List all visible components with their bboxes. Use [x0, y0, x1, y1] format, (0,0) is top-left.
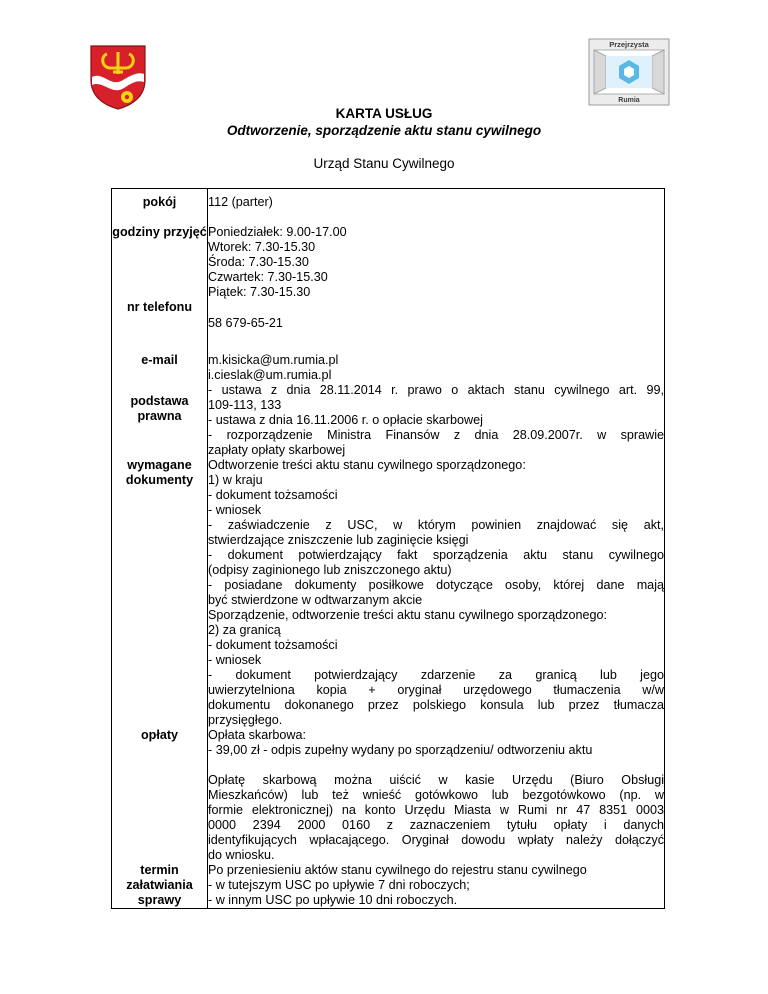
- documents-line: - wniosek: [208, 503, 262, 517]
- documents-line: stwierdzające zniszczenie lub zaginięcie księgi: [208, 533, 469, 547]
- room-label: pokój: [142, 195, 177, 209]
- deadline-line: - w innym USC po upływie 10 dni roboczych.: [208, 893, 458, 907]
- office-name: Urząd Stanu Cywilnego: [313, 156, 455, 171]
- fees-line: Opłatę skarbową można uiścić w kasie Urzędu (Biuro Obsługi: [208, 773, 664, 787]
- table-row: [112, 863, 665, 909]
- logo-bottom-text: Rumia: [618, 97, 640, 104]
- legal-line: - rozporządzenie Ministra Finansów z dnia 28.09.2007r. w sprawie: [208, 428, 664, 442]
- legal-line: zapłaty opłaty skarbowej: [208, 443, 346, 457]
- legal-label-1: podstawa: [130, 394, 189, 408]
- documents-line: - dokument tożsamości: [208, 488, 338, 502]
- page-title: KARTA USŁUG: [335, 106, 433, 121]
- logo-top-text: Przejrzysta: [609, 40, 649, 49]
- value-cell: [208, 331, 665, 458]
- documents-line: Sporządzenie, odtworzenie treści aktu stanu cywilnego sporządzonego:: [208, 608, 608, 622]
- documents-label-1: wymagane: [127, 458, 192, 472]
- przejrzysta-rumia-window-logo: [588, 38, 670, 106]
- fees-line: 0000 2394 2000 0160 z zaznaczeniem tytułu opłaty i danych: [208, 818, 664, 832]
- legal-line: 109-113, 133: [208, 398, 282, 412]
- documents-line: 2) za granicą: [208, 623, 281, 637]
- legal-line: - ustawa z dnia 28.11.2014 r. prawo o aktach stanu cywilnego art. 99,: [208, 383, 664, 397]
- fees-line: - 39,00 zł - odpis zupełny wydany po sporządzeniu/ odtworzeniu aktu: [208, 743, 593, 757]
- service-card-table: [111, 188, 665, 909]
- fees-line: formie elektronicznej) na konto Urzędu Miasta w Rumi nr 47 8351 0003: [208, 803, 664, 817]
- documents-line: - posiadane dokumenty posiłkowe dotyczące osoby, której dane mają: [208, 578, 664, 592]
- documents-line: dokumentu dokonanego przez polskiego konsula lub przez tłumacza: [208, 698, 664, 712]
- email-line: i.cieslak@um.rumia.pl: [208, 368, 332, 382]
- deadline-line: Po przeniesieniu aktów stanu cywilnego do rejestru stanu cywilnego: [208, 863, 587, 877]
- label-cell: [112, 458, 208, 728]
- fees-line: Mieszkańców) lub też wnieść gotówkowo lub bezgotówkowo (np. w: [208, 788, 664, 802]
- value-cell: [208, 863, 665, 909]
- phone-label: nr telefonu: [126, 300, 193, 314]
- label-cell: [112, 331, 208, 458]
- legal-label-2: prawna: [137, 409, 182, 423]
- fees-label: opłaty: [140, 728, 179, 742]
- documents-line: - wniosek: [208, 653, 262, 667]
- value-cell: [208, 189, 665, 332]
- documents-line: być stwierdzone w odtwarzanym akcie: [208, 593, 423, 607]
- email-line: m.kisicka@um.rumia.pl: [208, 353, 339, 367]
- email-label: e-mail: [141, 353, 178, 367]
- legal-line: - ustawa z dnia 16.11.2006 r. o opłacie skarbowej: [208, 413, 483, 427]
- fees-line: identyfikujących wpłacającego. Oryginał dowodu wpłaty należy dołączyć: [208, 833, 664, 847]
- documents-line: uwierzytelniona kopia + oryginał urzędowego tłumaczenia w/w: [208, 683, 664, 697]
- deadline-label-3: sprawy: [137, 893, 182, 907]
- hours-line: Czwartek: 7.30-15.30: [208, 270, 328, 284]
- documents-line: 1) w kraju: [208, 473, 263, 487]
- page-subtitle: Odtworzenie, sporządzenie aktu stanu cywilnego: [226, 123, 542, 138]
- documents-line: przysięgłego.: [208, 713, 283, 727]
- value-cell: [208, 458, 665, 728]
- fees-line: do wniosku.: [208, 848, 275, 862]
- value-cell: [208, 728, 665, 863]
- table-row: [112, 458, 665, 728]
- hours-label: godziny przyjęć: [112, 225, 207, 239]
- table-row: [112, 728, 665, 863]
- documents-line: - dokument tożsamości: [208, 638, 338, 652]
- label-cell: [112, 728, 208, 863]
- documents-line: - dokument potwierdzający fakt sporządzenia aktu stanu cywilnego: [208, 548, 664, 562]
- hours-line: Środa: 7.30-15.30: [208, 255, 309, 269]
- fees-line: Opłata skarbowa:: [208, 728, 307, 742]
- hours-line: Wtorek: 7.30-15.30: [208, 240, 316, 254]
- hours-line: Poniedziałek: 9.00-17.00: [208, 225, 347, 239]
- label-cell: [112, 189, 208, 332]
- rumia-coat-of-arms-logo: [89, 44, 147, 110]
- hours-line: Piątek: 7.30-15.30: [208, 285, 311, 299]
- deadline-line: - w tutejszym USC po upływie 7 dni roboczych;: [208, 878, 470, 892]
- documents-line: - dokument potwierdzający zdarzenie za granicą lub jego: [208, 668, 664, 682]
- deadline-label-2: załatwiania: [126, 878, 193, 892]
- deadline-label-1: termin: [140, 863, 179, 877]
- label-cell: [112, 863, 208, 909]
- table-row: [112, 331, 665, 458]
- documents-line: - zaświadczenie z USC, w którym powinien znajdować się akt,: [208, 518, 664, 532]
- phone-value: 58 679-65-21: [208, 316, 283, 330]
- documents-line: Odtworzenie treści aktu stanu cywilnego sporządzonego:: [208, 458, 526, 472]
- documents-label-2: dokumenty: [125, 473, 194, 487]
- table-row: [112, 189, 665, 332]
- documents-line: (odpisy zaginionego lub zniszczonego aktu): [208, 563, 452, 577]
- room-value: 112 (parter): [208, 195, 273, 209]
